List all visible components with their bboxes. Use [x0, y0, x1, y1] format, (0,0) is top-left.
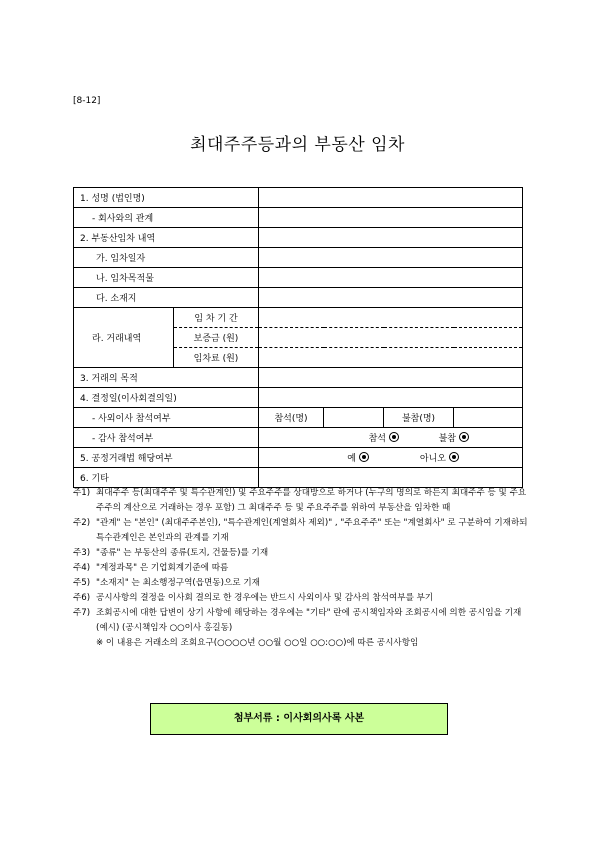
radio-icon — [359, 452, 369, 462]
page-title: 최대주주등과의 부동산 임차 — [190, 135, 405, 155]
table-row — [74, 448, 523, 468]
example-note: ※ 이 내용은 거래소의 조회요구(○○○○년 ○○월 ○○일 ○○:○○)에 따른 공시사항임 — [96, 638, 419, 648]
table-row — [74, 188, 523, 208]
table-row — [74, 288, 523, 308]
label-fair-trade: 5. 공정거래법 해당여부 — [74, 448, 259, 468]
notes-section — [73, 486, 533, 651]
input-lease-date[interactable] — [259, 248, 523, 268]
label-decision-date: 4. 결정일(이사회결의일) — [74, 388, 259, 408]
label-outside-director-attendance: - 사외이사 참석여부 — [74, 408, 259, 428]
input-relation[interactable] — [259, 208, 523, 228]
table-row — [74, 388, 523, 408]
label-location: 다. 소재지 — [74, 288, 259, 308]
fair-trade-no-option[interactable]: 아니오 — [369, 451, 459, 464]
label-outside-present: 참석(명) — [259, 408, 324, 428]
input-decision-date[interactable] — [259, 388, 523, 408]
disclosure-form-table — [73, 187, 523, 488]
label-lease-details: 2. 부동산임차 내역 — [74, 228, 259, 248]
label-lease-period: 임 차 기 간 — [174, 308, 259, 328]
radio-icon — [389, 432, 399, 442]
table-row — [74, 308, 523, 328]
label-other: 6. 기타 — [74, 468, 259, 488]
note-item: 주4) "계정과목" 은 기업회계기준에 따름 — [73, 563, 229, 573]
document-code: [8-12] — [73, 96, 101, 106]
label-lease-object: 나. 임차목적물 — [74, 268, 259, 288]
table-row — [74, 368, 523, 388]
attachment-box: 첨부서류 : 이사회의사록 사본 — [150, 703, 448, 735]
input-lease-object[interactable] — [259, 268, 523, 288]
note-item: 주1) 최대주주 등(최대주주 및 특수관계인) 및 주요주주를 상대방으로 하거나 (누구의 명의로 하든지 최대주주 등 및 주요주주의 계산으로 거래하는 경우 포함) 그 최대주주 등 및 주요주주를 위하여 부동산을 임차한 때 — [73, 488, 527, 513]
input-location[interactable] — [259, 288, 523, 308]
input-lease-period[interactable] — [259, 308, 523, 328]
input-purpose[interactable] — [259, 368, 523, 388]
label-lease-date: 가. 임차일자 — [74, 248, 259, 268]
table-row — [74, 408, 523, 428]
auditor-attendance-options — [259, 428, 523, 448]
input-rent[interactable] — [259, 348, 523, 368]
input-outside-absent[interactable] — [454, 408, 523, 428]
table-row — [74, 468, 523, 488]
radio-icon — [449, 452, 459, 462]
label-auditor-attendance: - 감사 참석여부 — [74, 428, 259, 448]
table-row — [74, 428, 523, 448]
auditor-absent-option[interactable]: 불참 — [399, 431, 469, 444]
label-transaction-details: 라. 거래내역 — [74, 308, 174, 368]
table-row — [74, 228, 523, 248]
note-item: 주6) 공시사항의 결정을 이사회 결의로 한 경우에는 반드시 사외이사 및 감사의 참석여부를 부기 — [73, 593, 434, 603]
table-row — [74, 208, 523, 228]
table-row — [74, 248, 523, 268]
label-rent: 임차료 (원) — [174, 348, 259, 368]
input-deposit[interactable] — [259, 328, 523, 348]
input-name[interactable] — [259, 188, 523, 208]
fair-trade-options — [259, 448, 523, 468]
fair-trade-yes-option[interactable]: 예 — [259, 451, 369, 464]
note-item: 주5) "소재지" 는 최소행정구역(읍면동)으로 기재 — [73, 578, 260, 588]
auditor-present-option[interactable]: 참석 — [259, 431, 399, 444]
table-row — [74, 268, 523, 288]
label-name: 1. 성명 (법인명) — [74, 188, 259, 208]
note-item: 주2) "관계" 는 "본인" (최대주주본인), "특수관계인(계열회사 제외)" , "주요주주" 또는 "계열회사" 로 구분하여 기재하되 특수관계인은 본인과의 관계를 기재 — [73, 518, 528, 543]
example-line: (예시) (공시책임자 ○○이사 홍길동) — [96, 623, 233, 633]
label-purpose: 3. 거래의 목적 — [74, 368, 259, 388]
label-outside-absent: 불참(명) — [384, 408, 454, 428]
input-outside-present[interactable] — [324, 408, 384, 428]
radio-icon — [459, 432, 469, 442]
label-relation: - 회사와의 관계 — [74, 208, 259, 228]
note-item: 주3) "종류" 는 부동산의 종류(토지, 건물등)를 기재 — [73, 548, 269, 558]
label-deposit: 보증금 (원) — [174, 328, 259, 348]
input-other[interactable] — [259, 468, 523, 488]
input-lease-details[interactable] — [259, 228, 523, 248]
note-item: 주7) 조회공시에 대한 답변이 상기 사항에 해당하는 경우에는 "기타" 란에 공시책임자와 조회공시에 의한 공시임을 기재 — [73, 608, 522, 618]
